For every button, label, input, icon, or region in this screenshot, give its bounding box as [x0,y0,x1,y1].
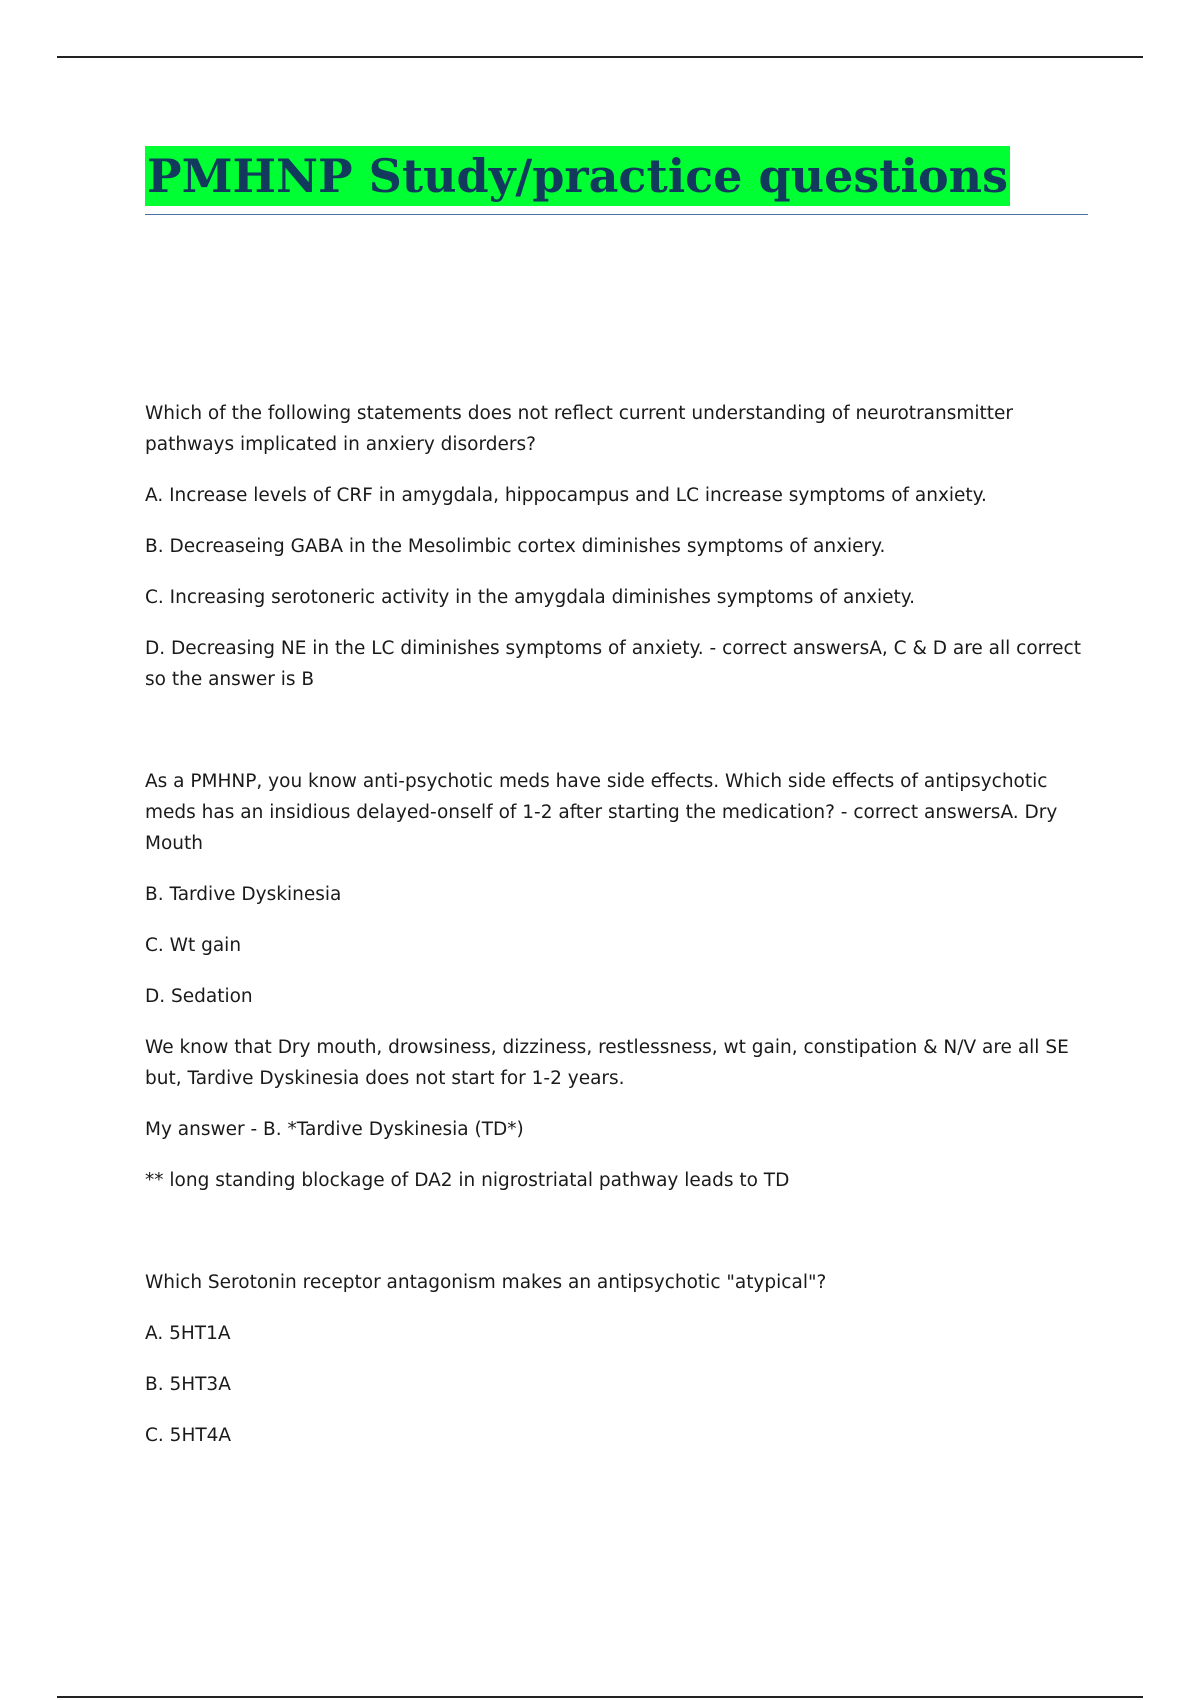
spacer [145,1216,1090,1267]
document-title: PMHNP Study/practice questions [145,146,1010,206]
question-3-option-a: A. 5HT1A [145,1323,231,1344]
question-1-option-a: A. Increase levels of CRF in amygdala, hippocampus and LC increase symptoms of anxiety. [145,485,987,506]
question-3-option-c: C. 5HT4A [145,1425,232,1446]
question-2-my-answer: My answer - B. *Tardive Dyskinesia (TD*) [145,1119,524,1140]
question-2-option-b: B. Tardive Dyskinesia [145,884,342,905]
question-2-option-c: C. Wt gain [145,935,242,956]
question-2 [145,766,1090,1196]
question-1-option-d-answer: D. Decreasing NE in the LC diminishes symptoms of anxiety. - correct answersA, C & D are all correct so the answer is B [145,638,1081,690]
question-2-note: ** long standing blockage of DA2 in nigrostriatal pathway leads to TD [145,1170,790,1191]
question-2-stem: As a PMHNP, you know anti-psychotic meds have side effects. Which side effects of antipsychotic meds has an insidious delayed-onself of 1-2 after starting the medication? - correct answersA. Dry Mouth [145,771,1058,854]
question-3-option-b: B. 5HT3A [145,1374,231,1395]
question-2-explanation: We know that Dry mouth, drowsiness, dizziness, restlessness, wt gain, constipation & N/V are all SE but, Tardive Dyskinesia does not start for 1-2 years. [145,1037,1069,1089]
question-2-option-d: D. Sedation [145,986,253,1007]
bottom-rule [57,1696,1143,1698]
question-1-option-b: B. Decreaseing GABA in the Mesolimbic cortex diminishes symptoms of anxiery. [145,536,886,557]
question-3 [145,1267,1090,1451]
spacer [145,715,1090,766]
question-3-stem: Which Serotonin receptor antagonism makes an antipsychotic "atypical"? [145,1272,827,1293]
question-1 [145,398,1090,695]
question-1-stem: Which of the following statements does not reflect current understanding of neurotransmitter pathways implicated in anxiery disorders? [145,403,1014,455]
document-body [145,398,1090,1471]
title-block [145,146,1088,215]
top-rule [57,56,1143,58]
question-1-option-c: C. Increasing serotoneric activity in the amygdala diminishes symptoms of anxiety. [145,587,915,608]
